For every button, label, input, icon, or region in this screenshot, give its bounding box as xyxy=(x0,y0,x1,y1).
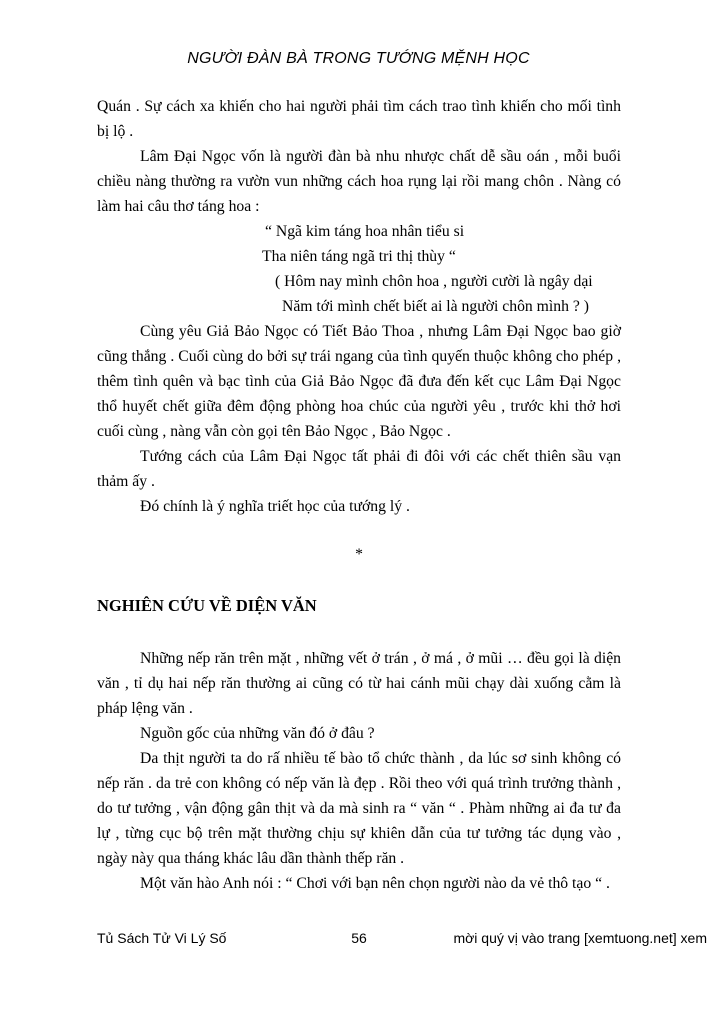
poem-block xyxy=(97,219,621,319)
footer-series-title: Tủ Sách Tử Vi Lý Số xyxy=(97,930,227,946)
paragraph: Một văn hào Anh nói : “ Chơi với bạn nên chọn người nào da vẻ thô tạo “ . xyxy=(140,875,610,892)
paragraph: Quán . Sự cách xa khiến cho hai người phải tìm cách trao tình khiến cho mối tình bị lộ . xyxy=(97,98,621,140)
paragraph: Da thịt người ta do rấ nhiều tế bào tổ chức thành , da lúc sơ sinh không có nếp răn . da trẻ con không có nếp văn là đẹp . Rồi theo với quá trình trưởng thành , do tư tưởng , vận động gân thịt và da mà sinh ra “ văn “ . Phàm những ai đa tư đa lự , từng cục bộ trên mặt thường chịu sự khiên dẫn của tư tưởng tác dụng vào , ngày này qua tháng khác lâu dần thành thếp răn . xyxy=(97,750,621,867)
section-heading: NGHIÊN CỨU VỀ DIỆN VĂN xyxy=(97,596,317,615)
paragraph: Những nếp răn trên mặt , những vết ở trán , ở má , ở mũi … đều gọi là diện văn , tỉ dụ hai nếp răn thường ai cũng có từ hai cánh mũi chạy dài xuống cằm là pháp lệng văn . xyxy=(97,650,621,717)
paragraph: Lâm Đại Ngọc vốn là người đàn bà nhu nhược chất dễ sầu oán , mỗi buổi chiều nàng thường ra vườn vun những cách hoa rụng lại rồi mang chôn . Nàng có làm hai câu thơ táng hoa : xyxy=(97,148,621,215)
footer-note: mời quý vị vào trang [xemtuong.net] xem xyxy=(453,930,707,946)
section-separator: * xyxy=(355,546,363,563)
poem-line: Năm tới mình chết biết ai là người chôn mình ? ) xyxy=(282,298,589,315)
poem-line: Tha niên táng ngã tri thị thùy “ xyxy=(262,248,456,265)
paragraph: Tướng cách của Lâm Đại Ngọc tất phải đi đôi với các chết thiên sầu vạn thảm ấy . xyxy=(97,448,621,490)
paragraph: Đó chính là ý nghĩa triết học của tướng lý . xyxy=(140,498,410,515)
page-content xyxy=(97,94,621,896)
page-footer xyxy=(97,930,707,950)
poem-line: “ Ngã kim táng hoa nhân tiểu si xyxy=(265,223,465,240)
page-title: NGƯỜI ĐÀN BÀ TRONG TƯỚNG MỆNH HỌC xyxy=(187,50,530,67)
poem-line: ( Hôm nay mình chôn hoa , người cười là ngây dại xyxy=(275,273,593,290)
paragraph: Nguồn gốc của những văn đó ở đâu ? xyxy=(140,725,375,742)
paragraph: Cùng yêu Giả Bảo Ngọc có Tiết Bảo Thoa , nhưng Lâm Đại Ngọc bao giờ cũng thắng . Cuối cùng do bởi sự trái ngang của tình quyến thuộc không cho phép , thêm tình quên và bạc tình của Giả Bảo Ngọc đã đưa đến kết cục Lâm Đại Ngọc thổ huyết chết giữa đêm động phòng hoa chúc của người yêu , trước khi thở hơi cuối cùng , nàng vẫn còn gọi tên Bảo Ngọc , Bảo Ngọc . xyxy=(97,323,621,440)
footer-page-number: 56 xyxy=(351,930,367,946)
